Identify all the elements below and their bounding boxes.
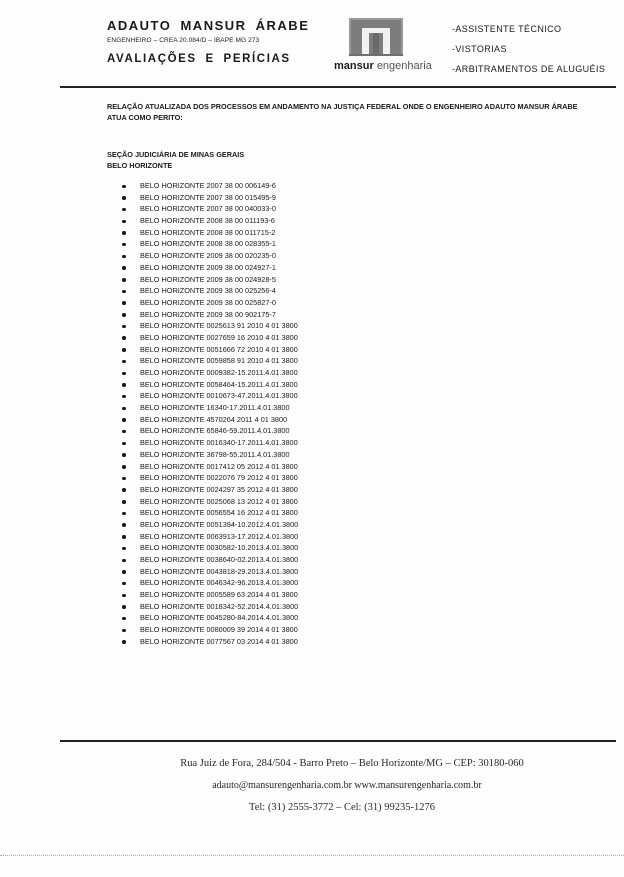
- process-item: BELO HORIZONTE 4570264 2011 4 01 3800: [120, 414, 298, 426]
- process-item: BELO HORIZONTE 0043818-29.2013.4.01.3800: [120, 566, 298, 578]
- footer-address: Rua Juiz de Fora, 284/504 - Barro Preto – Belo Horizonte/MG – CEP: 30180-060: [180, 758, 524, 769]
- process-item: BELO HORIZONTE 0018342-52.2014.4.01.3800: [120, 601, 298, 613]
- process-item: BELO HORIZONTE 2007 38 00 006149-6: [120, 180, 298, 192]
- footer-divider: [60, 740, 616, 742]
- logo-mark-icon: [349, 18, 403, 56]
- process-list: [120, 180, 298, 648]
- process-item: BELO HORIZONTE 2009 38 00 025827-0: [120, 297, 298, 309]
- service-item: -VISTORIAS: [452, 44, 507, 54]
- process-item: BELO HORIZONTE 0051394-10.2012.4.01.3800: [120, 519, 298, 531]
- process-item: BELO HORIZONTE 0017412 05 2012 4 01 3800: [120, 461, 298, 473]
- footer-phones: Tel: (31) 2555-3772 – Cel: (31) 99235-1276: [249, 802, 435, 813]
- section-subtitle: BELO HORIZONTE: [107, 161, 173, 170]
- process-item: BELO HORIZONTE 0046342-96.2013.4.01.3800: [120, 577, 298, 589]
- process-item: BELO HORIZONTE 2008 38 00 011715-2: [120, 227, 298, 239]
- process-item: BELO HORIZONTE 0005589 63 2014 4 01 3800: [120, 589, 298, 601]
- process-item: BELO HORIZONTE 2007 38 00 040033-0: [120, 203, 298, 215]
- process-item: BELO HORIZONTE 2008 38 00 011193-6: [120, 215, 298, 227]
- process-item: BELO HORIZONTE 2009 38 00 024928-5: [120, 274, 298, 286]
- process-item: BELO HORIZONTE 16340-17.2011.4.01.3800: [120, 402, 298, 414]
- process-item: BELO HORIZONTE 0030582-10.2013.4.01.3800: [120, 542, 298, 554]
- engineer-name: ADAUTO MANSUR ÁRABE: [107, 18, 310, 33]
- process-item: BELO HORIZONTE 0016340-17.2011.4.01.3800: [120, 437, 298, 449]
- process-item: BELO HORIZONTE 2007 38 00 015495-9: [120, 192, 298, 204]
- process-item: BELO HORIZONTE 0025613 91 2010 4 01 3800: [120, 320, 298, 332]
- process-item: BELO HORIZONTE 2009 38 00 024927-1: [120, 262, 298, 274]
- process-item: BELO HORIZONTE 2009 38 00 025256-4: [120, 285, 298, 297]
- process-item: BELO HORIZONTE 65846-59.2011.4.01.3800: [120, 425, 298, 437]
- process-item: BELO HORIZONTE 0080009 39 2014 4 01 3800: [120, 624, 298, 636]
- process-item: BELO HORIZONTE 0063913-17.2012.4.01.3800: [120, 531, 298, 543]
- letterhead-left: [107, 18, 347, 65]
- intro-paragraph: RELAÇÃO ATUALIZADA DOS PROCESSOS EM ANDAMENTO NA JUSTIÇA FEDERAL ONDE O ENGENHEIRO ADAUTO MANSUR ÁRABE ATUA COMO PERITO:: [107, 102, 578, 122]
- process-item: BELO HORIZONTE 2009 38 00 902175-7: [120, 309, 298, 321]
- process-item: BELO HORIZONTE 0025068 13 2012 4 01 3800: [120, 496, 298, 508]
- section-title: SEÇÃO JUDICIÁRIA DE MINAS GERAIS: [107, 150, 245, 159]
- process-item: BELO HORIZONTE 0038640-02.2013.4.01.3800: [120, 554, 298, 566]
- service-item: -ASSISTENTE TÉCNICO: [452, 24, 562, 34]
- process-item: BELO HORIZONTE 36798-55.2011.4.01.3800: [120, 449, 298, 461]
- process-item: BELO HORIZONTE 0059858 91 2010 4 01 3800: [120, 355, 298, 367]
- process-item: BELO HORIZONTE 0027659 16 2010 4 01 3800: [120, 332, 298, 344]
- process-item: BELO HORIZONTE 2009 38 00 020235-0: [120, 250, 298, 262]
- process-item: BELO HORIZONTE 0051666 72 2010 4 01 3800: [120, 344, 298, 356]
- logo-word-mansur: mansur: [334, 60, 374, 72]
- services-list: [452, 19, 605, 79]
- process-item: BELO HORIZONTE 0045280-84.2014.4.01.3800: [120, 612, 298, 624]
- logo-word-engenharia: engenharia: [376, 60, 432, 72]
- process-item: BELO HORIZONTE 2008 38 00 028355-1: [120, 238, 298, 250]
- process-item: BELO HORIZONTE 0056554 16 2012 4 01 3800: [120, 507, 298, 519]
- header-divider: [60, 86, 616, 88]
- process-item: BELO HORIZONTE 0077567 03 2014 4 01 3800: [120, 636, 298, 648]
- section-heading: [107, 149, 244, 171]
- bottom-dotted-line: [0, 855, 624, 856]
- process-item: BELO HORIZONTE 0058464-15.2011.4.01.3800: [120, 379, 298, 391]
- credentials: ENGENHEIRO – CREA 20.084/D – IBAPE MG 273: [107, 37, 260, 44]
- logo-text: [334, 60, 432, 72]
- process-item: BELO HORIZONTE 0024297 35 2012 4 01 3800: [120, 484, 298, 496]
- company-logo: [328, 18, 432, 74]
- service-item: -ARBITRAMENTOS DE ALUGUÉIS: [452, 64, 606, 74]
- services-title: AVALIAÇÕES E PERÍCIAS: [107, 53, 291, 65]
- process-item: BELO HORIZONTE 0022076 79 2012 4 01 3800: [120, 472, 298, 484]
- process-item: BELO HORIZONTE 0010673-47.2011.4.01.3800: [120, 390, 298, 402]
- process-item: BELO HORIZONTE 0009382-15.2011.4.01.3800: [120, 367, 298, 379]
- footer-contacts: adauto@mansurengenharia.com.br www.mansurengenharia.com.br: [212, 780, 482, 791]
